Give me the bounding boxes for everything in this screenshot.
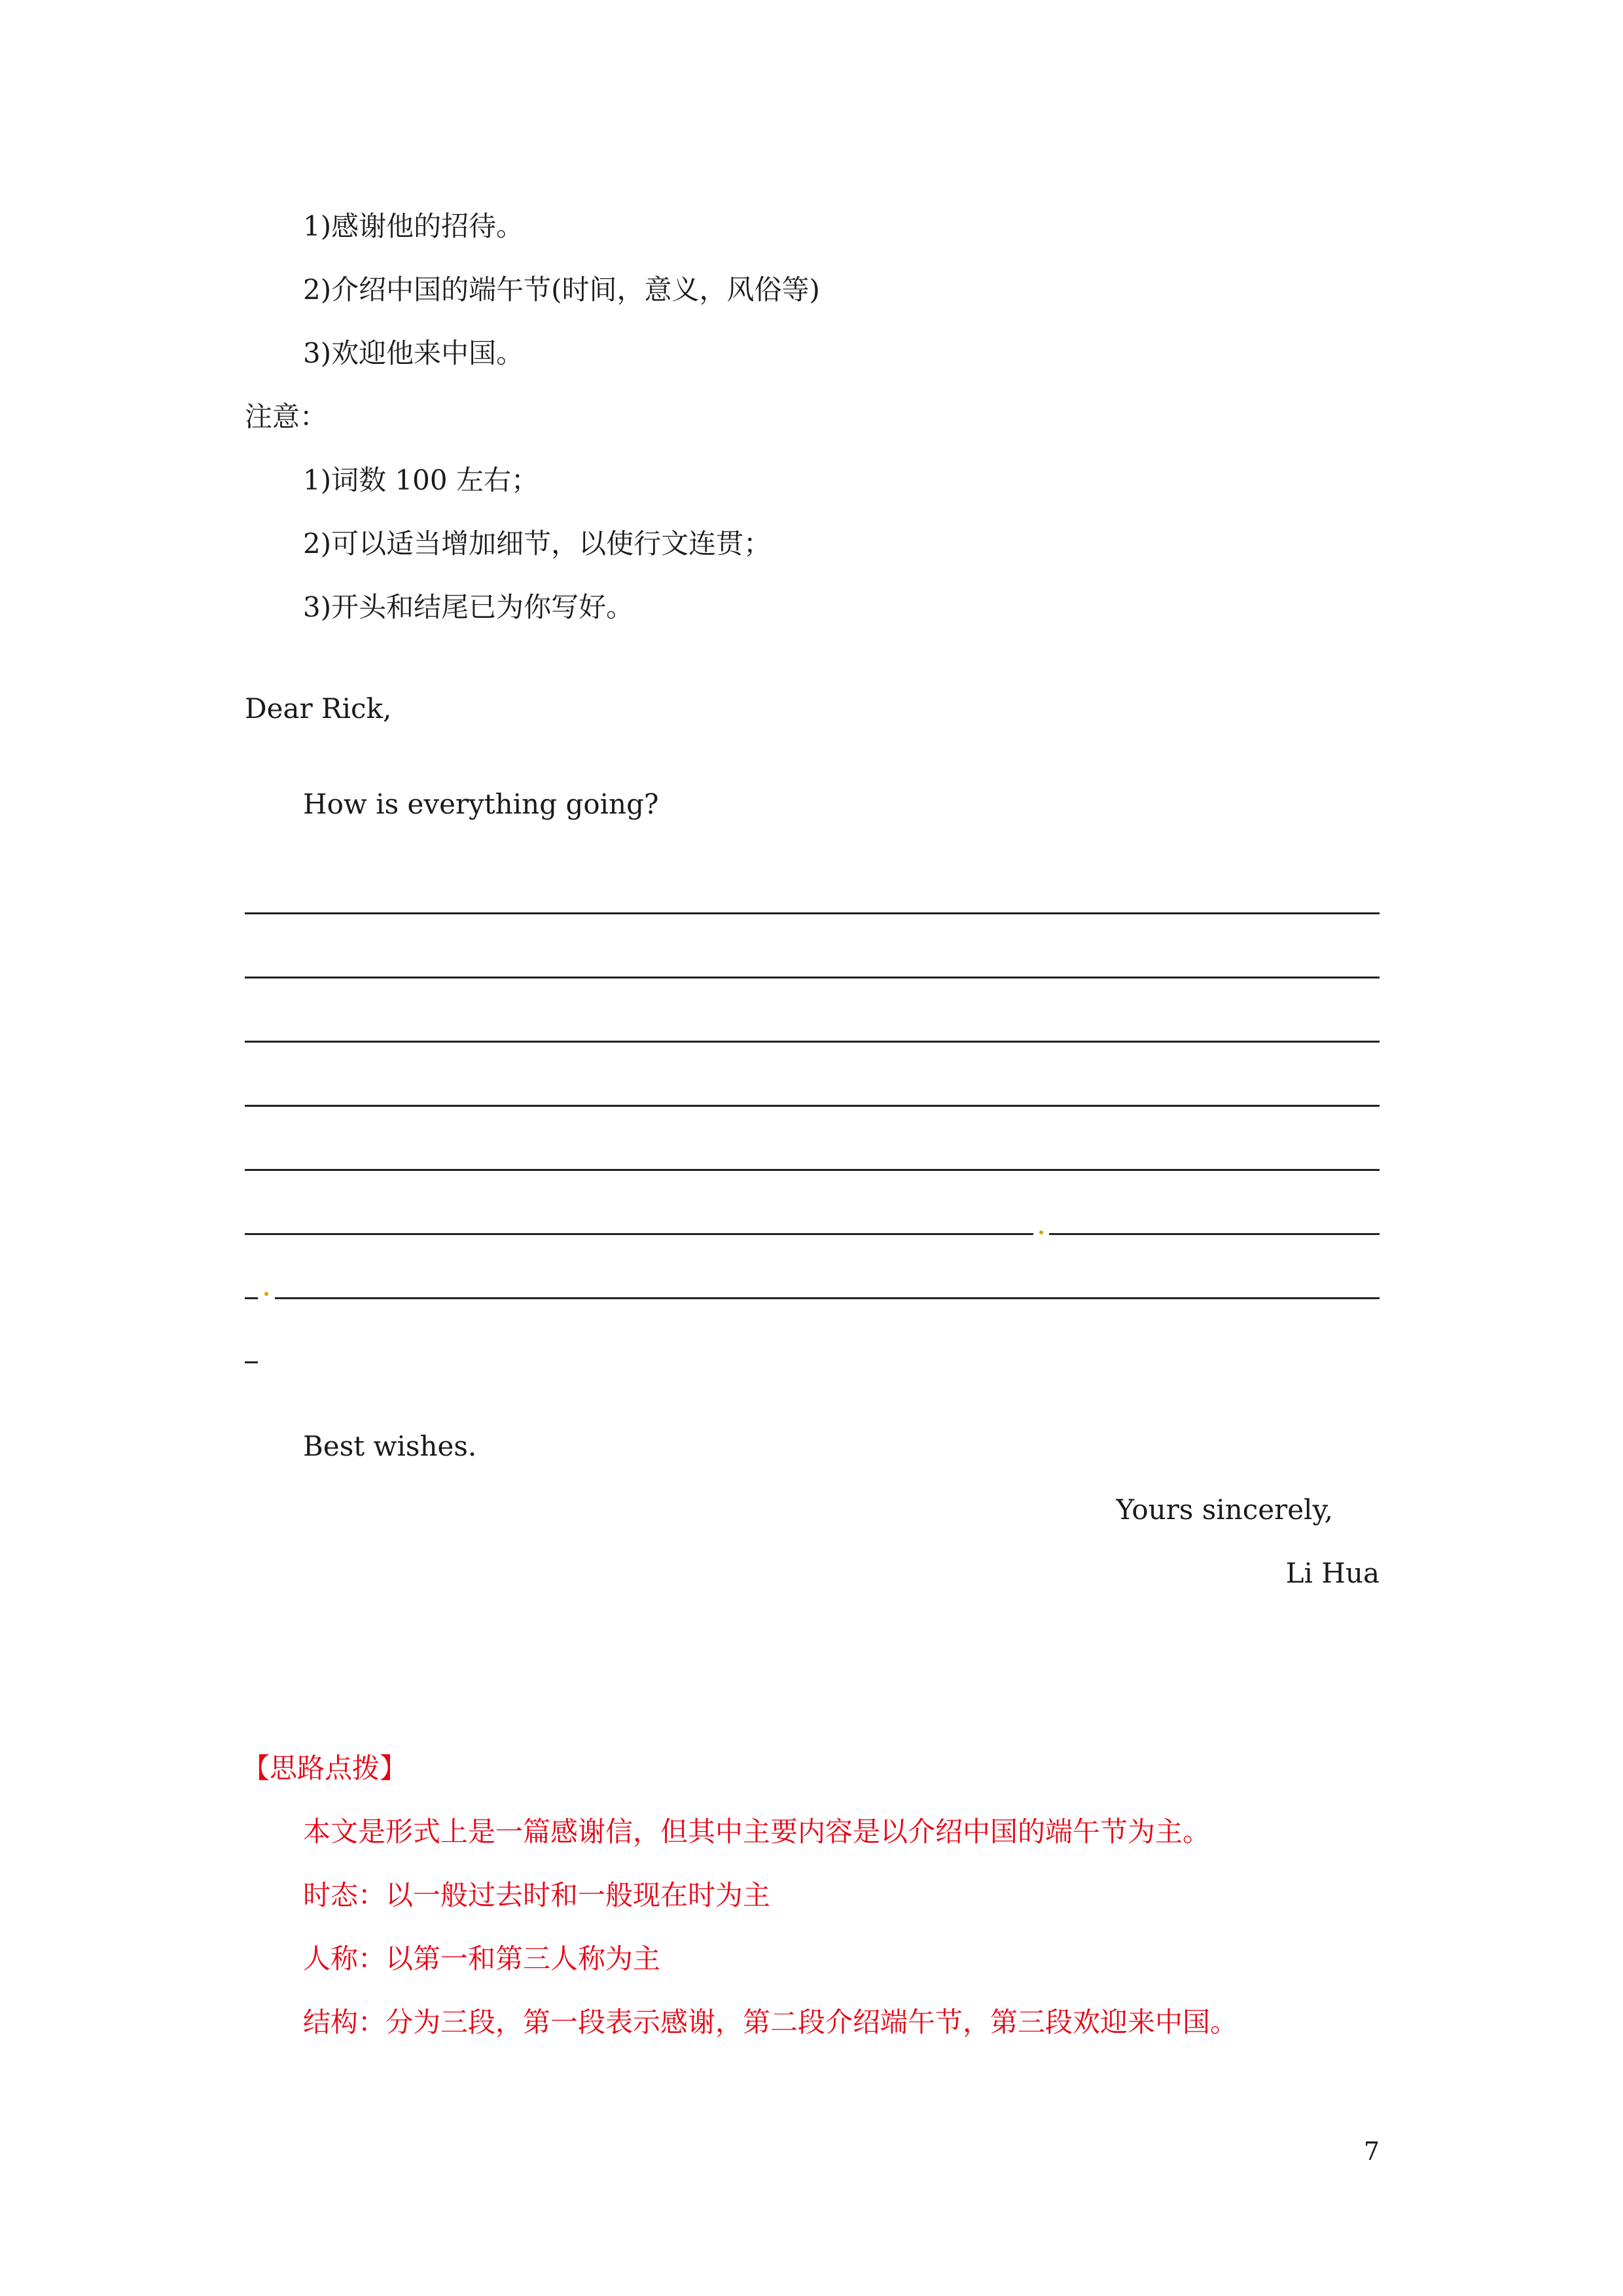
tips-heading: 【思路点拨】 bbox=[242, 1752, 408, 1784]
tips-line-3: 人称：以第一和第三人称为主 bbox=[303, 1943, 661, 1975]
mark-dot bbox=[1039, 1230, 1043, 1234]
point-3: 3)欢迎他来中国。 bbox=[303, 337, 524, 369]
writing-line bbox=[275, 1297, 1380, 1299]
writing-line bbox=[245, 1041, 1380, 1043]
writing-line bbox=[245, 1105, 1380, 1107]
note-2: 2)可以适当增加细节，以使行文连贯； bbox=[303, 528, 772, 560]
writing-line bbox=[245, 1169, 1380, 1171]
note-1: 1)词数 100 左右； bbox=[303, 464, 539, 496]
writing-line bbox=[245, 1361, 258, 1363]
point-1: 1)感谢他的招待。 bbox=[303, 210, 524, 242]
tips-line-2: 时态：以一般过去时和一般现在时为主 bbox=[303, 1879, 771, 1911]
note-heading: 注意： bbox=[245, 401, 328, 433]
page-number: 7 bbox=[1363, 2137, 1380, 2166]
letter-salutation: Dear Rick, bbox=[245, 692, 392, 725]
point-2: 2)介绍中国的端午节(时间，意义，风俗等) bbox=[303, 274, 820, 306]
writing-line bbox=[245, 1297, 258, 1299]
note-3: 3)开头和结尾已为你写好。 bbox=[303, 591, 634, 623]
letter-opening: How is everything going? bbox=[303, 788, 659, 820]
letter-signature: Li Hua bbox=[1285, 1557, 1380, 1589]
tips-line-1: 本文是形式上是一篇感谢信，但其中主要内容是以介绍中国的端午节为主。 bbox=[303, 1816, 1211, 1848]
writing-line bbox=[245, 1233, 1033, 1235]
writing-line bbox=[245, 977, 1380, 978]
mark-dot bbox=[264, 1292, 268, 1296]
writing-line bbox=[245, 912, 1380, 914]
tips-line-4: 结构：分为三段，第一段表示感谢，第二段介绍端午节，第三段欢迎来中国。 bbox=[303, 2006, 1238, 2038]
letter-signoff: Yours sincerely, bbox=[1116, 1494, 1333, 1526]
writing-line bbox=[1049, 1233, 1380, 1235]
letter-closing-line: Best wishes. bbox=[303, 1430, 477, 1462]
